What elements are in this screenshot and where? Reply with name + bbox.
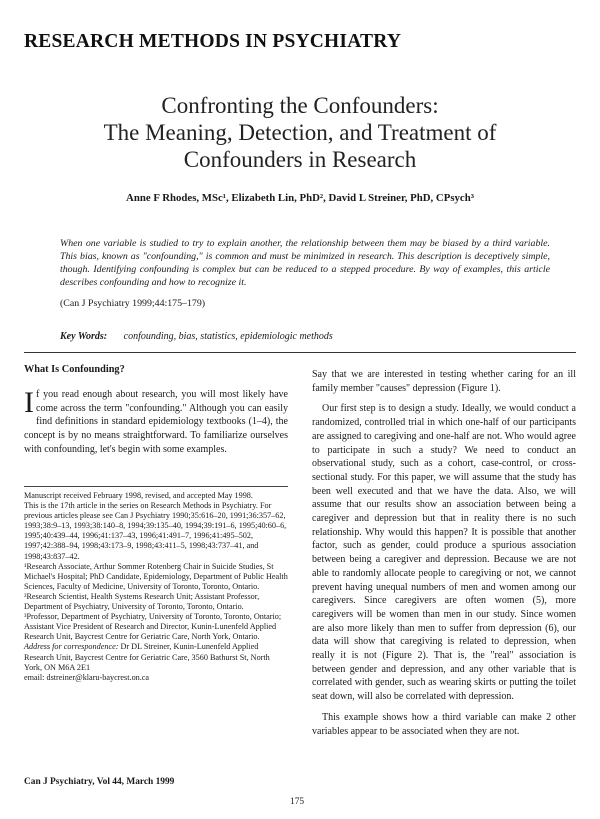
footnote-author-2: ²Research Scientist, Health Systems Research Unit; Assistant Professor, Department of Psychiatry, University of Toronto, Toronto, Ontario. [24,591,260,612]
keywords [60,331,333,342]
body-paragraph: Our first step is to design a study. Ideally, we would conduct a randomized, controlled trial in which one-half of our participants are assigned to caregiving and one-half are not. Who would agree to participate in such a study? We need to conduct an observational study, such as a cohort, case-control, or cross-sectional study. For this paper, we will assume that the study has been well executed and that we have the data. Also, we will assume that our results show an association between being a caregiver and depression but that in reality there is no such relationship. Why would this happen? It is possible that another factor, such as gender, could produce a spurious association between being a caregiver and depression. Because we are not able to randomly allocate people to caregiving or not, we cannot prevent having unequal numbers of men and women among our caregivers. Since caregivers are often women (5), more caregivers will be women than men in our study. Since women are also more likely than men to suffer from depression (6), our data will show that caregiving is related to depression, when really it is not (Figure 2). That is, the "real" association is between gender and depression, and any other variable that is correlated with gender, such as wearing skirts or putting the toilet seat down, will also be correlated with depression. [312,403,576,703]
footnote-email: email: dstreiner@klaru-baycrest.on.ca [24,672,150,682]
page-number: 175 [290,797,305,807]
article-title [40,92,560,173]
body-paragraph [24,388,288,457]
body-paragraph: Say that we are interested in testing whether caring for an ill family member "causes" depression (Figure 1). [312,369,576,394]
title-line: The Meaning, Detection, and Treatment of [103,120,497,145]
journal-section-header: RESEARCH METHODS IN PSYCHIATRY [24,31,402,52]
footnote-series: This is the 17th article in the series on Research Methods in Psychiatry. For previous articles please see Can J Psychiatry 1990;35:616–20, 1991;36:357–62, 1993;38:9–13, 1993;38:140–8, 1994;39:135–40, 1994;39:191–6, 1995;40:60–6, 1995;40:439–44, 1996;41:137–43, 1996;41:491–7, 1996;41:495–502, 1997;42:388–94, 1998;43:173–9, 1998;43:411–5, 1998;43:737–41, and 1998;43:837–42. [24,501,287,561]
footnotes [24,491,288,683]
title-line: Confounders in Research [183,147,417,172]
footnote-author-3: ³Professor, Department of Psychiatry, University of Toronto, Toronto, Ontario; Assistant Vice President of Research and Director, Kunin-Lunenfeld Applied Research Unit, Baycrest Centre for Geriatric Care, North York, Ontario. [24,612,282,642]
paragraph-text: f you read enough about research, you will most likely have come across the term "confounding." Although you can easily find definitions in standard epidemiology textbooks (1–4), the concept is by no means straightforward. To familiarize ourselves with confounding, let's begin with some examples. [24,389,288,455]
title-line: Confronting the Confounders: [161,93,439,118]
drop-cap: I [24,386,34,419]
author-list: Anne F Rhodes, MSc¹, Elizabeth Lin, PhD², David L Streiner, PhD, CPsych³ [126,192,474,204]
footer-journal-info: Can J Psychiatry, Vol 44, March 1999 [24,777,175,787]
correspondence-label: Address for correspondence: [24,642,119,652]
footnote-received: Manuscript received February 1998, revised, and accepted May 1998. [24,491,253,500]
abstract: When one variable is studied to try to explain another, the relationship between them may be biased by a third variable. This bias, known as "confounding," is common and must be minimized in research. This description is deceptively simple, though. Identifying confounding is complex but can be reduced to a stepped procedure. By way of examples, this article describes confounding and how to recognize it. [60,238,550,288]
right-column [312,368,576,745]
left-column [24,388,288,464]
footnote-author-1: ¹Research Associate, Arthur Sommer Rotenberg Chair in Suicide Studies, St Michael's Hospital; PhD Candidate, Epidemiology, Department of Public Health Sciences, Faculty of Medicine, University of Toronto, Toronto, Ontario. [24,561,288,591]
citation: (Can J Psychiatry 1999;44:175–179) [60,298,206,309]
footnote-correspondence [24,642,288,672]
correspondence-text: Dr DL Streiner, Kunin-Lunenfeld Applied Research Unit, Baycrest Centre for Geriatric Care, 3560 Bathurst St, North York, ON M6A 2E1 [24,642,270,672]
section-heading: What Is Confounding? [24,364,125,375]
body-paragraph: This example shows how a third variable can make 2 other variables appear to be associated when they are not. [312,711,576,737]
keywords-values: confounding, bias, statistics, epidemiologic methods [123,331,333,342]
keywords-label: Key Words: [60,331,108,342]
section-divider [24,352,576,353]
footnote-divider [24,486,288,487]
